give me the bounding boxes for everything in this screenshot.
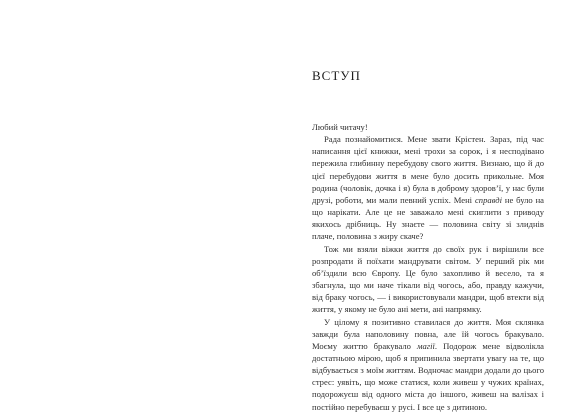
chapter-title: ВСТУП [312,68,361,83]
paragraph-3-text-a: У цілому я позитивно ставилася до життя. Моя склянка завжди була наполовину повна, але їй чогось бракувало. Моєму життю бракувало [312,316,544,351]
paragraph-3 [312,316,544,413]
paragraph-3-text-b: . Подорож мене відволікла достатньою мірою, щоб я припинила звертати увагу на те, що відбувається з моїм життям. Водночас мандри додали до цього стрес: уявіть, що може статися, коли живеш у чужих країнах, подорожуєш від одного міста до іншого, живеш на валізах і постійно перебуваєш у русі. І все це з дитиною. [312,340,544,412]
paragraph-1 [312,133,544,242]
paragraph-1-text-b: не було на що нарікати. Але це не заважало мені скиглити з приводу якихось дрібниць. Ну знаєте — половина світу зі злиднів плаче, половина з жиру скаче? [312,194,544,242]
paragraph-2: Тож ми взяли віжки життя до своїх рук і вирішили все розпродати й поїхати мандрувати світом. У перший рік ми об’їздили всю Європу. Це було захопливо й весело, та я збагнула, що ми наче тікали від чогось, або, правду кажучи, від браку чогось, — і використовували мандри, щоб втекти від життя, у якому не було ані мети, ані напрямку. [312,243,544,315]
greeting-line: Любий читачу! [312,122,368,132]
paragraph-1-emphasis: справді [474,194,502,205]
paragraph-3-emphasis: магії [416,340,435,351]
paragraph-1-text-a: Рада познайомитися. Мене звати Крістен. Зараз, під час написання цієї книжки, мені трохи за сорок, і я несподівано пережила глибинну перебудову свого життя. Визнаю, що й до цієї перебудови життя в мене було досить прикольне. Моя родина (чоловік, дочка і я) була в доброму здоров’ї, у нас були друзі, роботи, ми мали певний успіх. Мені [312,134,544,205]
chapter-body [312,121,544,413]
